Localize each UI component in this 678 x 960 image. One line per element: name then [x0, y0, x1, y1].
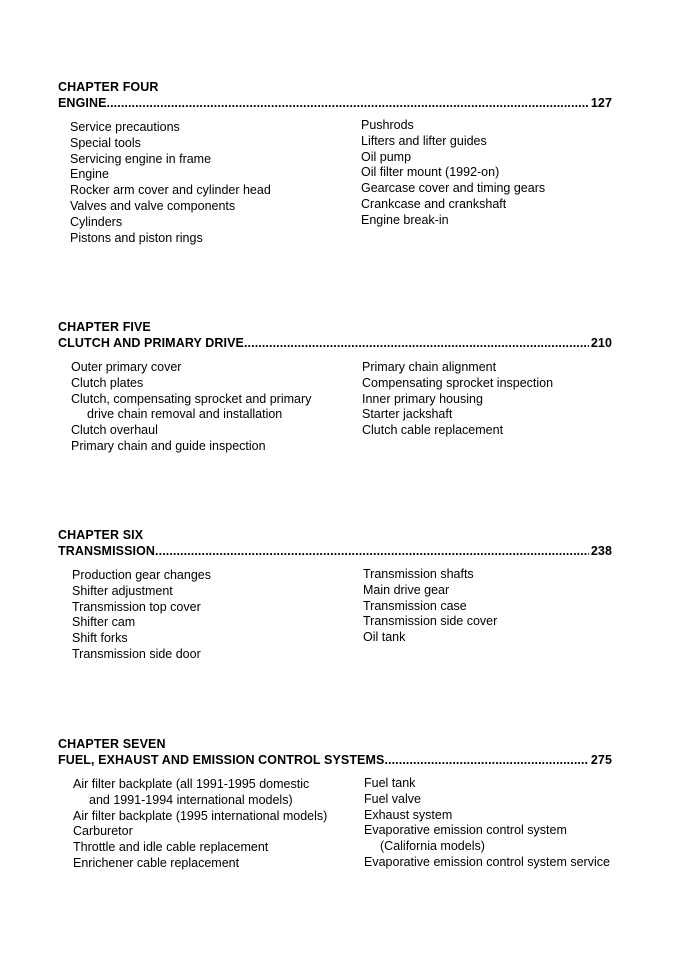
topic-item: Transmission side door [72, 646, 201, 661]
chapter-four [58, 79, 612, 245]
topic-item: Transmission case [363, 598, 467, 613]
topic-item: Enrichener cable replacement [73, 855, 240, 870]
topic-column-right [364, 776, 634, 871]
topic-item: Oil pump [361, 149, 412, 164]
dot-leader [107, 95, 589, 111]
topic-item: Transmission top cover [72, 599, 201, 614]
topic-item: Lifters and lifter guides [361, 133, 487, 148]
chapter-page-number: 275 [590, 753, 612, 767]
chapter-number: CHAPTER FIVE [58, 320, 151, 334]
topic-item: Transmission side cover [363, 614, 498, 629]
topic-item: Engine [70, 167, 109, 182]
topic-item: Pushrods [361, 118, 414, 132]
topic-item: Shift forks [72, 631, 128, 646]
topic-item: Primary chain and guide inspection [71, 438, 266, 453]
topic-column-right [362, 360, 632, 439]
chapter-title-line[interactable] [58, 95, 612, 111]
dot-leader [384, 752, 588, 768]
topic-item: Crankcase and crankshaft [361, 196, 507, 211]
topic-item: Oil tank [363, 630, 406, 645]
topic-item: Evaporative emission control system [364, 823, 567, 838]
topic-item: Production gear changes [72, 568, 211, 582]
topic-column-left [70, 120, 340, 246]
chapter-five [58, 319, 612, 453]
topic-item: Servicing engine in frame [70, 151, 212, 166]
topic-item: Rocker arm cover and cylinder head [70, 183, 271, 198]
chapter-number: CHAPTER FOUR [58, 80, 159, 94]
topic-item: Fuel valve [364, 791, 421, 806]
topic-item: (California models) [380, 839, 485, 854]
chapter-title-line[interactable] [58, 335, 612, 351]
dot-leader [244, 335, 589, 351]
chapter-page-number: 210 [590, 336, 612, 350]
chapter-title-line[interactable] [58, 543, 612, 559]
topic-column-left [71, 360, 341, 455]
topic-column-right [361, 118, 631, 229]
topic-column-left [72, 568, 342, 663]
dot-leader [155, 543, 589, 559]
topic-item: Air filter backplate (1995 international models) [73, 808, 328, 823]
topic-item: Exhaust system [364, 807, 453, 822]
topic-item: Engine break-in [361, 212, 449, 227]
topic-item: Valves and valve components [70, 198, 236, 213]
chapter-title: TRANSMISSION [58, 544, 156, 558]
topic-item: Inner primary housing [362, 391, 483, 406]
topic-item: Main drive gear [363, 582, 450, 597]
topic-item: Shifter cam [72, 615, 136, 630]
topic-item: Transmission shafts [363, 567, 474, 581]
chapter-title: CLUTCH AND PRIMARY DRIVE [58, 336, 244, 350]
topic-item: Special tools [70, 135, 141, 150]
topic-item: Primary chain alignment [362, 360, 497, 374]
topic-item: Clutch, compensating sprocket and primary [71, 391, 312, 406]
chapter-page-number: 238 [590, 544, 612, 558]
chapter-title: FUEL, EXHAUST AND EMISSION CONTROL SYSTEMS [58, 753, 385, 767]
topic-item: and 1991-1994 international models) [89, 792, 293, 807]
topic-item: Evaporative emission control system service [364, 854, 610, 869]
topic-item: Oil filter mount (1992-on) [361, 165, 500, 180]
topic-item: Fuel tank [364, 776, 416, 790]
topic-item: Compensating sprocket inspection [362, 375, 554, 390]
chapter-page-number: 127 [590, 96, 612, 110]
chapter-title-line[interactable] [58, 752, 612, 768]
chapter-number: CHAPTER SEVEN [58, 737, 166, 751]
topic-item: Gearcase cover and timing gears [361, 181, 546, 196]
topic-item: Clutch plates [71, 375, 144, 390]
topic-item: Service precautions [70, 120, 180, 134]
topic-item: Shifter adjustment [72, 583, 173, 598]
topic-item: Outer primary cover [71, 360, 182, 374]
topic-item: Pistons and piston rings [70, 230, 203, 245]
topic-item: Cylinders [70, 214, 123, 229]
topic-column-right [363, 567, 633, 646]
topic-column-left [73, 777, 343, 872]
chapter-number: CHAPTER SIX [58, 528, 144, 542]
topic-item: drive chain removal and installation [87, 407, 283, 422]
topic-item: Air filter backplate (all 1991-1995 domestic [73, 777, 310, 791]
topic-item: Clutch overhaul [71, 423, 158, 438]
chapter-six [58, 527, 612, 661]
topic-item: Clutch cable replacement [362, 423, 504, 438]
chapter-title: ENGINE [58, 96, 107, 110]
topic-item: Throttle and idle cable replacement [73, 840, 269, 855]
topic-item: Starter jackshaft [362, 407, 453, 422]
chapter-seven [58, 736, 612, 870]
topic-item: Carburetor [73, 824, 133, 839]
